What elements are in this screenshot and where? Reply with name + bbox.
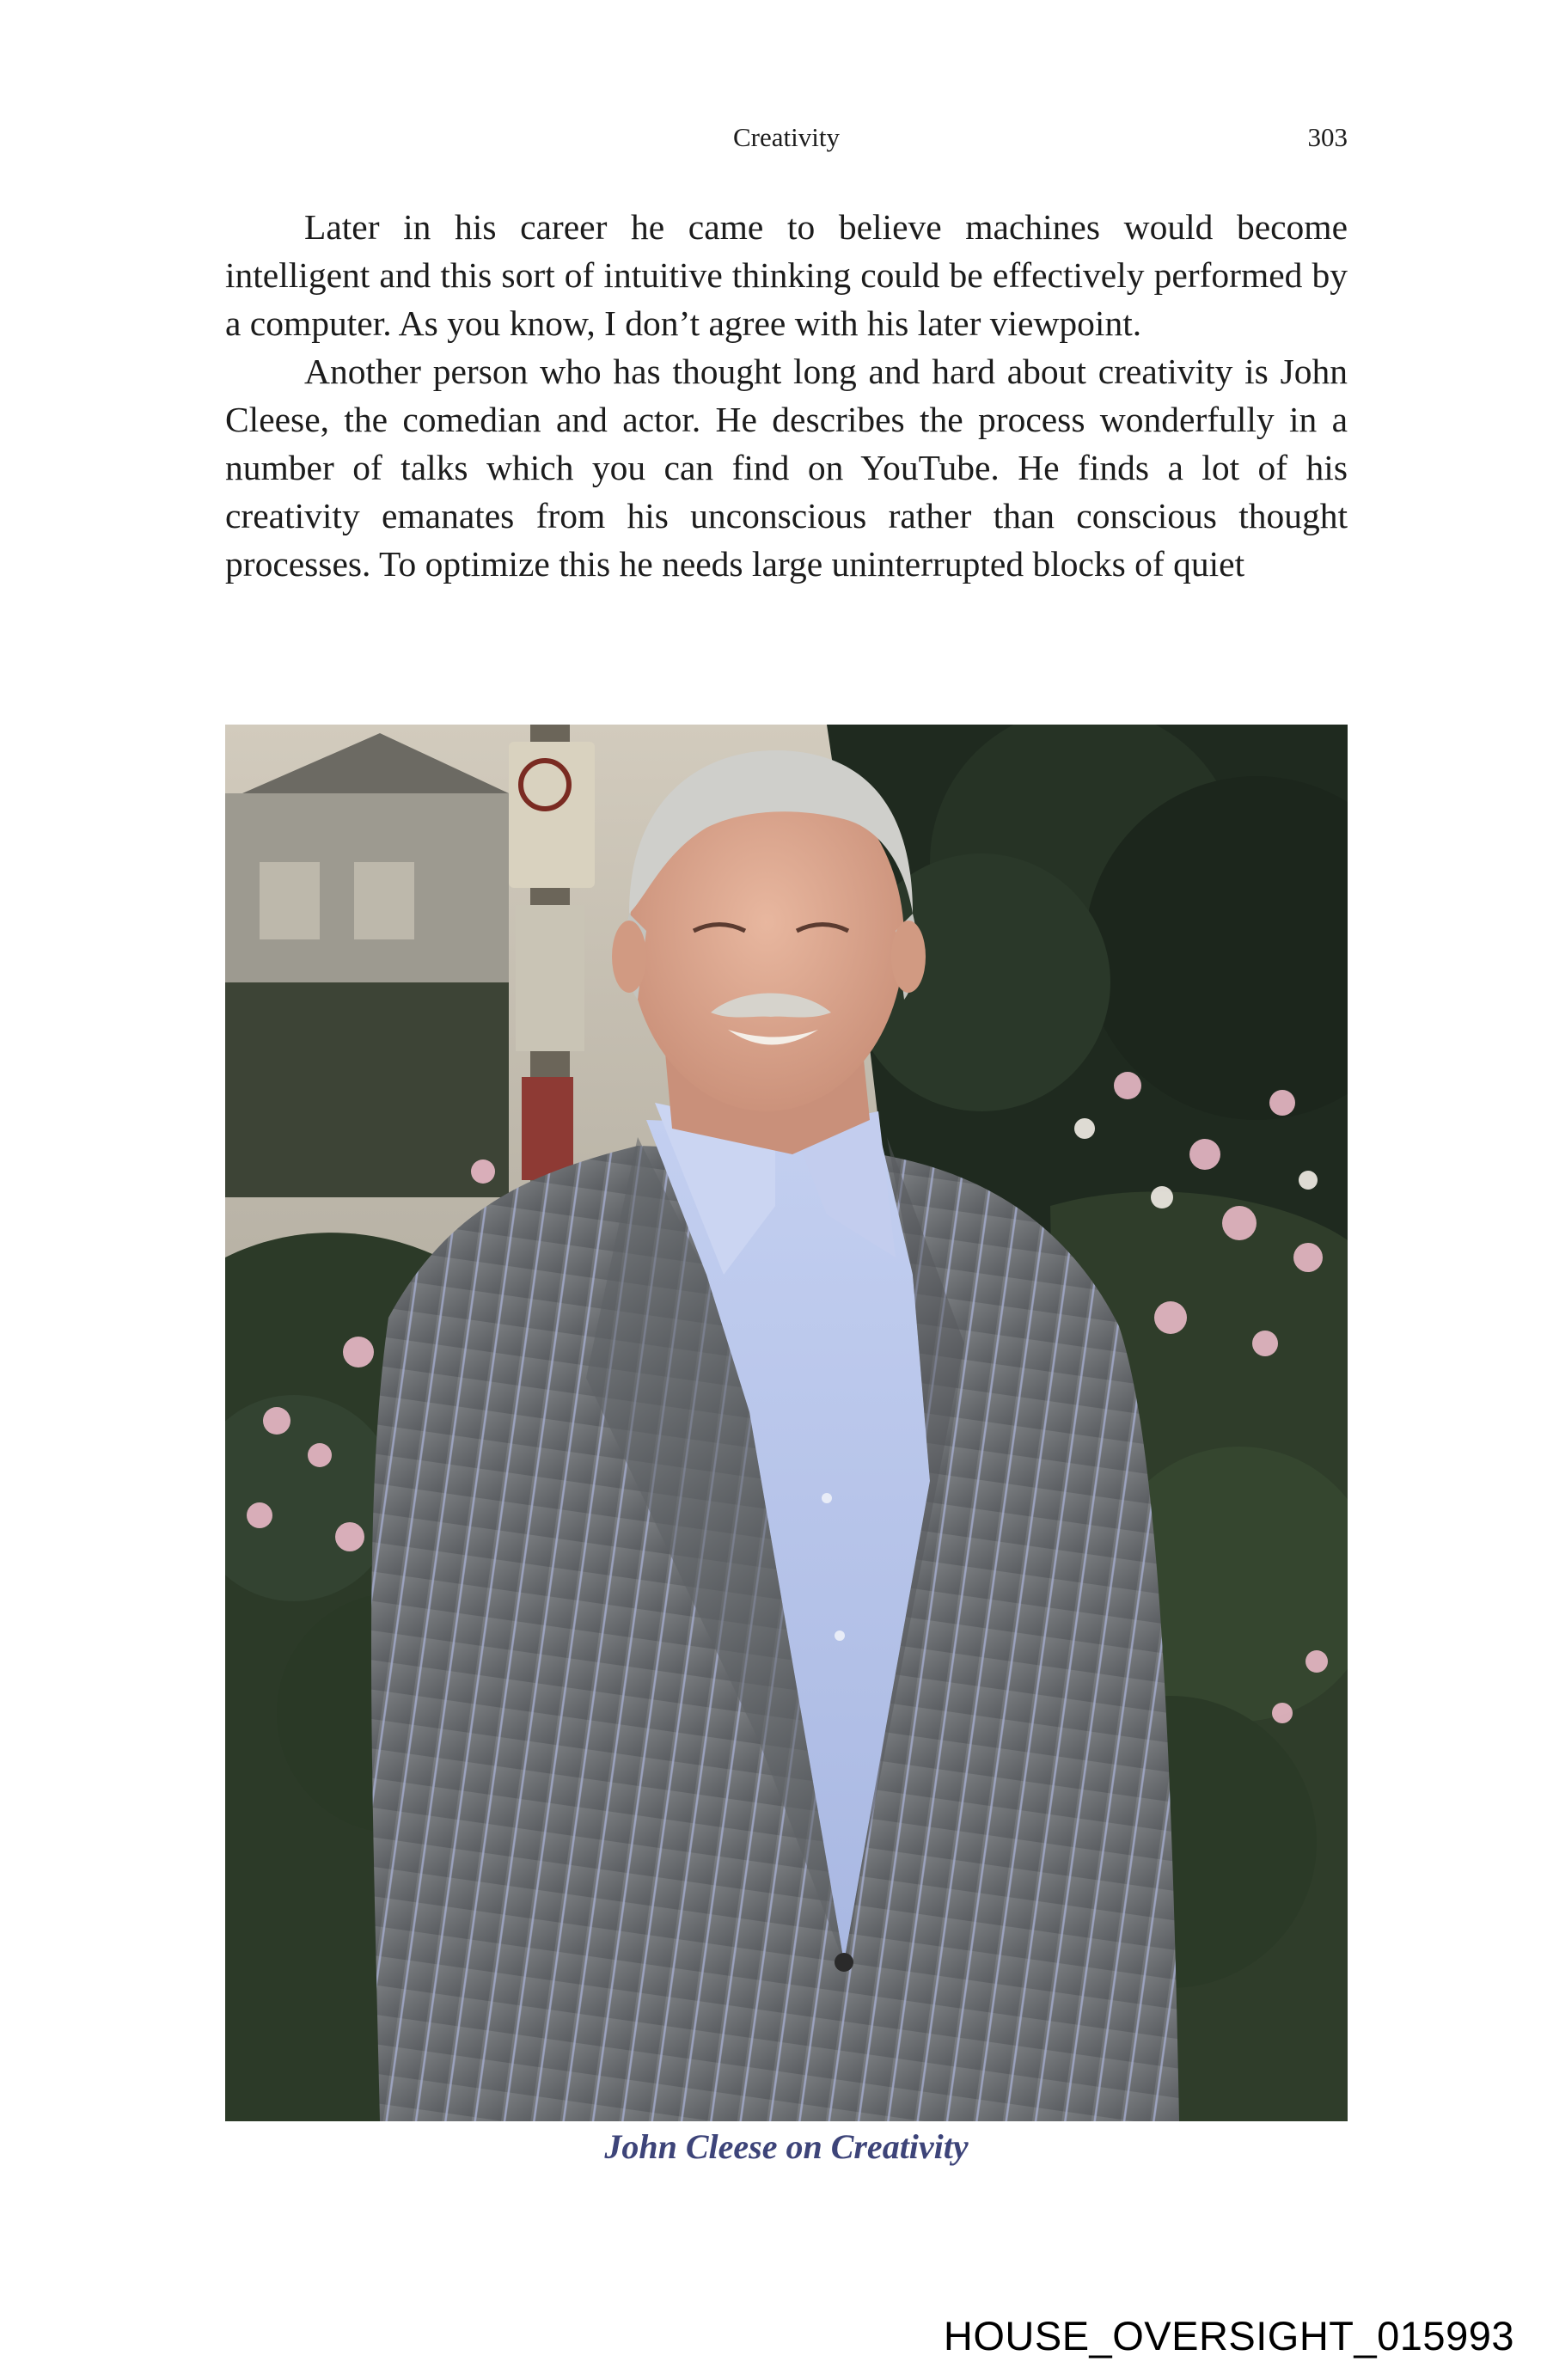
page-number: 303 — [1307, 122, 1348, 152]
body-text — [225, 203, 1348, 588]
photo-john-cleese — [225, 725, 1348, 2121]
running-head — [225, 122, 1348, 160]
paragraph-1: Later in his career he came to believe machines would become intelligent and this sort of intuitive thinking could be effectively performed by a computer. As you know, I don’t agree with his later viewpoint. — [225, 207, 1348, 343]
bates-number: HOUSE_OVERSIGHT_015993 — [943, 2313, 1514, 2359]
running-title: Creativity — [733, 122, 840, 152]
paragraph-2: Another person who has thought long and hard about creativity is John Cleese, the comedian and actor. He describes the process wonderfully in a number of talks which you can find on YouTube. He finds a lot of his creativity emanates from his unconscious rather than conscious thought processes. To optimize this he needs large uninterrupted blocks of quiet — [225, 352, 1348, 584]
figure-caption: John Cleese on Creativity — [604, 2127, 969, 2166]
